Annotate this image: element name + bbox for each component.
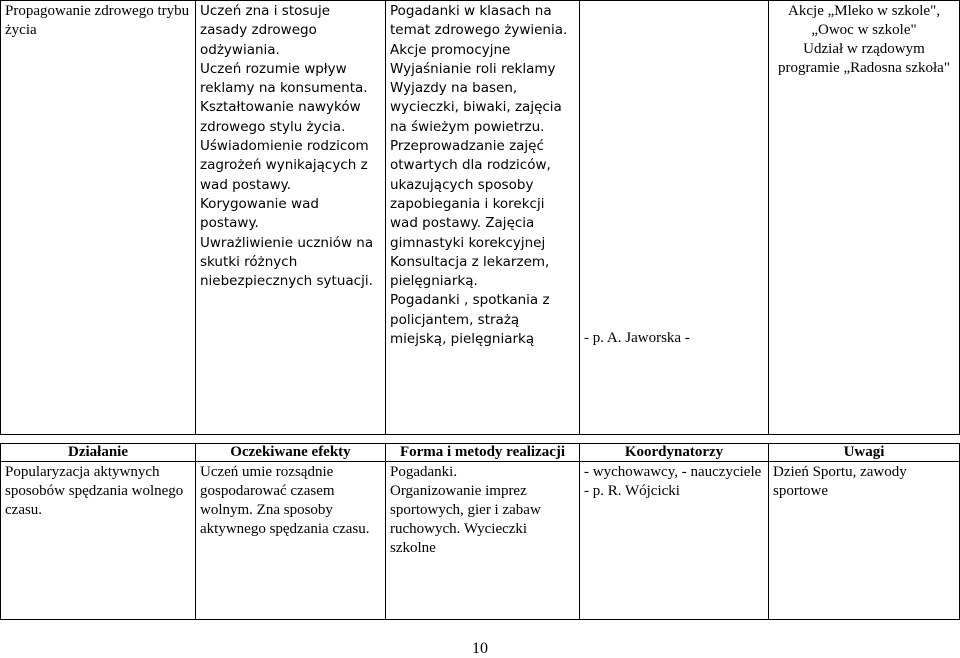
effects-cell: Uczeń zna i stosuje zasady zdrowego odżywiania. Uczeń rozumie wpływ reklamy na konsumenta. Kształtowanie nawyków zdrowego stylu życia. Uświadomienie rodzicom zagrożeń wynikających z wad postawy. Korygowanie wad postawy. Uwrażliwienie uczniów na skutki różnych niebezpiecznych sytuacji. bbox=[196, 1, 386, 435]
notes-cell: Akcje „Mleko w szkole", „Owoc w szkole" Udział w rządowym programie „Radosna szkoła" bbox=[769, 1, 960, 435]
methods-cell: Pogadanki. Organizowanie imprez sportowych, gier i zabaw ruchowych. Wycieczki szkolne bbox=[386, 462, 580, 620]
bottom-table bbox=[0, 443, 960, 620]
coordinators-cell: - wychowawcy, - nauczyciele - p. R. Wójcicki bbox=[580, 462, 769, 620]
header-coordinators: Koordynatorzy bbox=[580, 444, 769, 462]
page-number: 10 bbox=[472, 640, 488, 657]
methods-cell: Pogadanki w klasach na temat zdrowego żywienia. Akcje promocyjne Wyjaśnianie roli reklamy Wyjazdy na basen, wycieczki, biwaki, zajęcia na świeżym powietrzu. Przeprowadzanie zajęć otwartych dla rodziców, ukazujących sposoby zapobiegania i korekcji wad postawy. Zajęcia gimnastyki korekcyjnej Konsultacja z lekarzem, pielęgniarką. Pogadanki , spotkania z policjantem, strażą miejską, pielęgniarką bbox=[386, 1, 580, 435]
notes-cell: Dzień Sportu, zawody sportowe bbox=[769, 462, 960, 620]
area-cell: Popularyzacja aktywnych sposobów spędzania wolnego czasu. bbox=[1, 462, 196, 620]
table-row bbox=[1, 462, 960, 620]
header-action: Działanie bbox=[1, 444, 196, 462]
table-row bbox=[1, 1, 960, 435]
header-methods: Forma i metody realizacji bbox=[386, 444, 580, 462]
header-row bbox=[1, 444, 960, 462]
effects-cell: Uczeń umie rozsądnie gospodarować czasem wolnym. Zna sposoby aktywnego spędzania czasu. bbox=[196, 462, 386, 620]
coordinators-cell: - p. A. Jaworska - bbox=[580, 1, 769, 435]
header-notes: Uwagi bbox=[769, 444, 960, 462]
header-effects: Oczekiwane efekty bbox=[196, 444, 386, 462]
area-cell: Propagowanie zdrowego trybu życia bbox=[1, 1, 196, 435]
